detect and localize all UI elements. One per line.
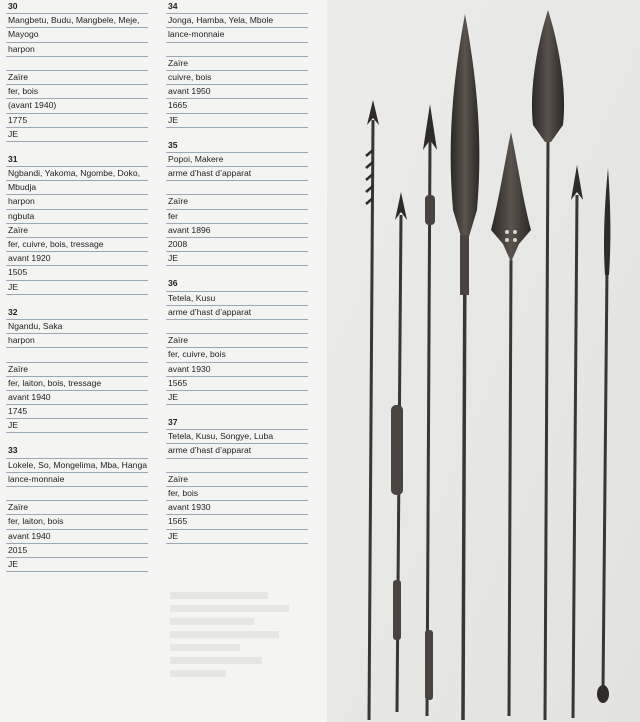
entry-length: 1565 [166, 377, 308, 391]
entry-collection: JE [166, 391, 308, 405]
entry-date: avant 1940 [6, 530, 148, 544]
entry-length: 1775 [6, 114, 148, 128]
entry-materials: cuivre, bois [166, 71, 308, 85]
entry-materials: fer, bois [166, 487, 308, 501]
spears-photo-svg [327, 0, 640, 722]
catalogue-entry-30 [6, 0, 148, 142]
entry-materials: fer, cuivre, bois, tressage [6, 238, 148, 252]
catalogue-entry-32 [6, 306, 148, 434]
entry-collection: JE [6, 419, 148, 433]
entry-length: 2015 [6, 544, 148, 558]
entry-local-name [166, 181, 308, 195]
entry-object-type: lance-monnaie [6, 473, 148, 487]
entry-number: 31 [6, 153, 148, 167]
entry-local-name [166, 459, 308, 473]
show-through-text [170, 592, 310, 683]
entry-collection: JE [166, 530, 308, 544]
entry-object-type: harpon [6, 195, 148, 209]
entry-local-name [166, 320, 308, 334]
entry-date: avant 1950 [166, 85, 308, 99]
catalogue-entry-33 [6, 444, 148, 572]
entry-peoples: Mangbetu, Budu, Mangbele, Meje, [6, 14, 148, 28]
entry-materials: fer [166, 210, 308, 224]
catalogue-entry-37 [166, 416, 308, 544]
entry-local-name [6, 487, 148, 501]
catalogue-column-left [6, 0, 148, 572]
entry-local-name [6, 57, 148, 71]
entry-collection: JE [166, 252, 308, 266]
entry-peoples: Tetela, Kusu [166, 292, 308, 306]
catalogue-column-middle [166, 0, 308, 544]
entry-number: 33 [6, 444, 148, 458]
entry-materials: fer, bois [6, 85, 148, 99]
entry-peoples: Popoi, Makere [166, 153, 308, 167]
entry-collection: JE [6, 281, 148, 295]
entry-country: Zaïre [6, 71, 148, 85]
entry-date: avant 1930 [166, 363, 308, 377]
entry-date: avant 1920 [6, 252, 148, 266]
entry-number: 34 [166, 0, 308, 14]
entry-peoples-cont: Mbudja [6, 181, 148, 195]
entry-date: avant 1930 [166, 501, 308, 515]
entry-date: avant 1940 [6, 391, 148, 405]
entry-number: 30 [6, 0, 148, 14]
entry-length: 1665 [166, 99, 308, 113]
entry-country: Zaïre [6, 363, 148, 377]
entry-peoples-cont: Mayogo [6, 28, 148, 42]
entry-object-type: harpon [6, 43, 148, 57]
entry-number: 32 [6, 306, 148, 320]
entry-date: (avant 1940) [6, 99, 148, 113]
entry-local-name [166, 43, 308, 57]
entry-materials: fer, cuivre, bois [166, 348, 308, 362]
entry-object-type: arme d’hast d’apparat [166, 444, 308, 458]
entry-length: 1745 [6, 405, 148, 419]
entry-country: Zaïre [166, 195, 308, 209]
catalogue-entry-35 [166, 139, 308, 267]
entry-collection: JE [166, 114, 308, 128]
entry-peoples: Ngandu, Saka [6, 320, 148, 334]
entry-country: Zaïre [6, 501, 148, 515]
entry-country: Zaïre [166, 334, 308, 348]
entry-object-type: harpon [6, 334, 148, 348]
entry-number: 37 [166, 416, 308, 430]
entry-collection: JE [6, 128, 148, 142]
entry-object-type: arme d’hast d’apparat [166, 306, 308, 320]
entry-peoples: Ngbandi, Yakoma, Ngombe, Doko, [6, 167, 148, 181]
entry-country: Zaïre [166, 57, 308, 71]
entry-number: 36 [166, 277, 308, 291]
entry-materials: fer, laiton, bois [6, 515, 148, 529]
entry-peoples: Tetela, Kusu, Songye, Luba [166, 430, 308, 444]
entry-object-type: lance-monnaie [166, 28, 308, 42]
entry-object-type: arme d’hast d’apparat [166, 167, 308, 181]
entry-length: 2008 [166, 238, 308, 252]
entry-collection: JE [6, 558, 148, 572]
entry-length: 1505 [6, 266, 148, 280]
entry-materials: fer, laiton, bois, tressage [6, 377, 148, 391]
entry-length: 1565 [166, 515, 308, 529]
entry-country: Zaïre [166, 473, 308, 487]
entry-date: avant 1896 [166, 224, 308, 238]
catalogue-entry-36 [166, 277, 308, 405]
entry-peoples: Jonga, Hamba, Yela, Mbole [166, 14, 308, 28]
entry-local-name: ngbuta [6, 210, 148, 224]
entry-number: 35 [166, 139, 308, 153]
entry-peoples: Lokele, So, Mongelima, Mba, Hanga [6, 459, 148, 473]
entry-country: Zaïre [6, 224, 148, 238]
spears-photograph [327, 0, 640, 722]
entry-local-name [6, 348, 148, 362]
catalogue-entry-34 [166, 0, 308, 128]
catalogue-entry-31 [6, 153, 148, 295]
